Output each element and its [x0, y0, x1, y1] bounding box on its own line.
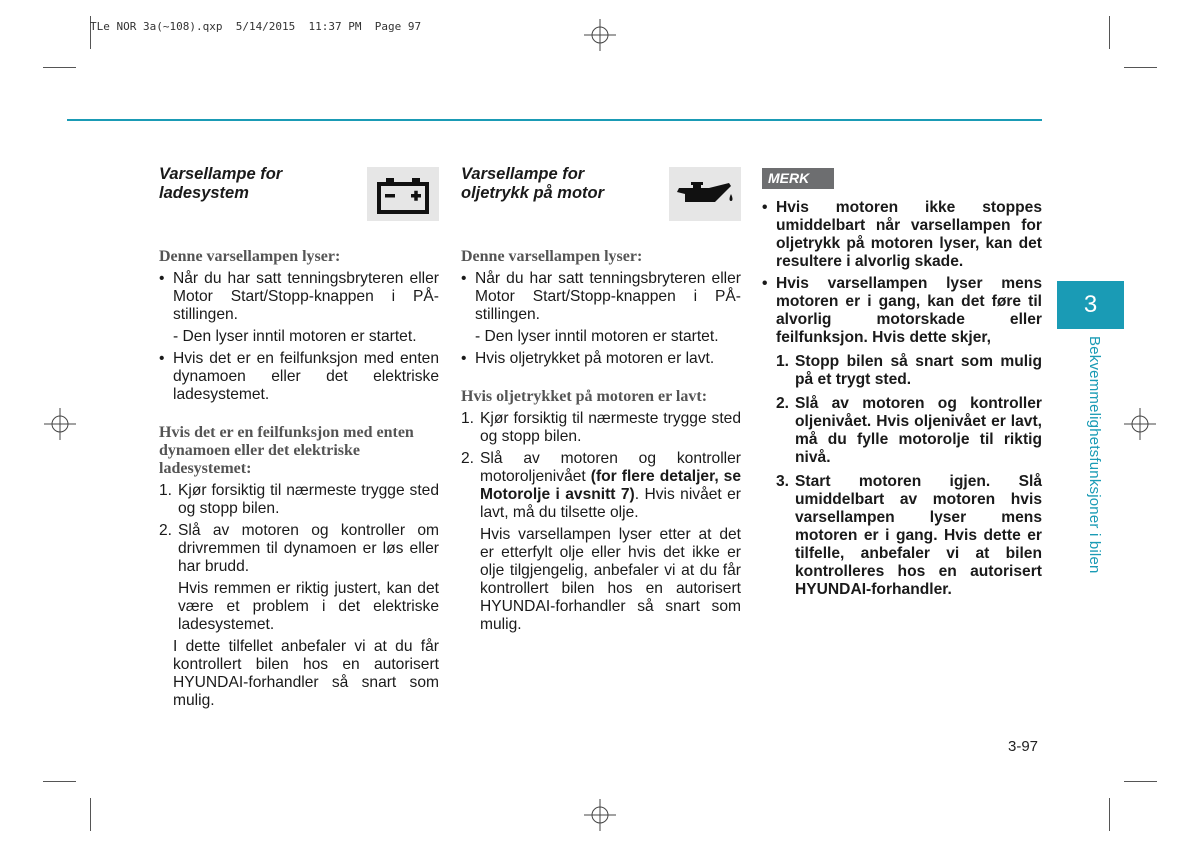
list-item: - Den lyser inntil motoren er startet. — [475, 328, 719, 345]
oil-can-icon — [669, 167, 741, 221]
crop-mark — [43, 781, 76, 782]
battery-warning-icon — [367, 167, 439, 221]
top-rule — [67, 119, 1042, 121]
list-item: • Når du har satt tenningsbryteren eller Motor Start/Stopp-knappen i PÅ- stillingen. — [159, 270, 439, 324]
list-item: • Hvis det er en feilfunksjon med enten dynamoen eller det elektriske ladesystemet. — [159, 350, 439, 404]
chapter-tab: 3 — [1057, 281, 1124, 329]
step-item: 2. Slå av motoren og kontroller motoroljenivået (for flere detaljer, se Motorolje i avsnitt 7). Hvis nivået er lavt, må du tilsette olje. — [461, 450, 742, 521]
list-item: • Når du har satt tenningsbryteren eller Motor Start/Stopp-knappen i PÅ- stillingen. — [461, 270, 741, 324]
page-number: 3-97 — [1008, 738, 1039, 755]
cross-reference: (for flere detaljer, se Motorolje i avsnitt 7) — [480, 468, 742, 503]
charging-system-section — [159, 164, 439, 710]
registration-mark-icon — [1124, 408, 1156, 440]
paragraph: Hvis remmen er riktig justert, kan det være et problem i det elektriske ladesystemet. — [178, 580, 439, 633]
step-item: 3. Start motoren igjen. Slå umiddelbart av motoren hvis varsellampen lyser mens motoren er i gang. Hvis dette er tilfelle, anbefaler vi at bilen kontrolleres hos en autorisert HYUNDAI-forhandler. — [776, 473, 1042, 598]
step-item: 1. Kjør forsiktig til nærmeste trygge sted og stopp bilen. — [461, 410, 741, 445]
chapter-title: Bekvemmelighetsfunksjoner i bilen — [1086, 336, 1103, 574]
registration-mark-icon — [44, 408, 76, 440]
note-section — [762, 164, 1042, 599]
step-item: 1. Stopp bilen så snart som mulig på et trygt sted. — [776, 353, 1042, 388]
step-item: 2. Slå av motoren og kontroller om drivremmen til dynamoen er løs eller har brudd. — [159, 522, 439, 575]
paragraph: Hvis varsellampen lyser etter at det er etterfylt olje eller hvis det ikke er olje tilgjengelig, anbefaler vi at du får kontrollert bilen hos en autorisert HYUNDAI-forhandler så snart som mulig. — [480, 526, 741, 633]
subheading: Denne varsellampen lyser: — [159, 248, 341, 265]
list-item: • Hvis oljetrykket på motoren er lavt. — [461, 350, 741, 368]
registration-mark-icon — [584, 799, 616, 831]
step-item: 2. Slå av motoren og kontroller oljenivået. Hvis oljenivået er lavt, må du fylle motorolje til riktig nivå. — [776, 395, 1042, 466]
section-title: Varsellampe for ladesystem — [159, 165, 283, 202]
list-item: • Hvis motoren ikke stoppes umiddelbart når varsellampen for oljetrykk på motoren lyser, kan det resultere i alvorlig skade. — [762, 199, 1042, 271]
list-item: • Hvis varsellampen lyser mens motoren er i gang, kan det føre til alvorlig motorskade eller feilfunksjon. Hvis dette skjer, — [762, 275, 1042, 347]
paragraph: I dette tilfellet anbefaler vi at du får kontrollert bilen hos en autorisert HYUNDAI-forhandler så snart som mulig. — [173, 638, 439, 709]
oil-pressure-section — [461, 164, 741, 634]
registration-mark-icon — [584, 19, 616, 51]
crop-mark — [1124, 781, 1157, 782]
section-title: Varsellampe for oljetrykk på motor — [461, 165, 605, 202]
print-header: TLe NOR 3a(~108).qxp 5/14/2015 11:37 PM Page 97 — [90, 20, 422, 33]
step-item: 1. Kjør forsiktig til nærmeste trygge sted og stopp bilen. — [159, 482, 439, 517]
subheading: Hvis det er en feilfunksjon med enten dynamoen eller det elektriske ladesystemet: — [159, 424, 414, 477]
crop-mark — [43, 67, 76, 68]
note-badge: MERK — [762, 168, 834, 189]
crop-mark — [1109, 16, 1110, 49]
crop-mark — [1124, 67, 1157, 68]
crop-mark — [1109, 798, 1110, 831]
crop-mark — [90, 798, 91, 831]
list-item: - Den lyser inntil motoren er startet. — [173, 328, 417, 345]
subheading: Denne varsellampen lyser: — [461, 248, 643, 265]
subheading: Hvis oljetrykket på motoren er lavt: — [461, 388, 708, 405]
